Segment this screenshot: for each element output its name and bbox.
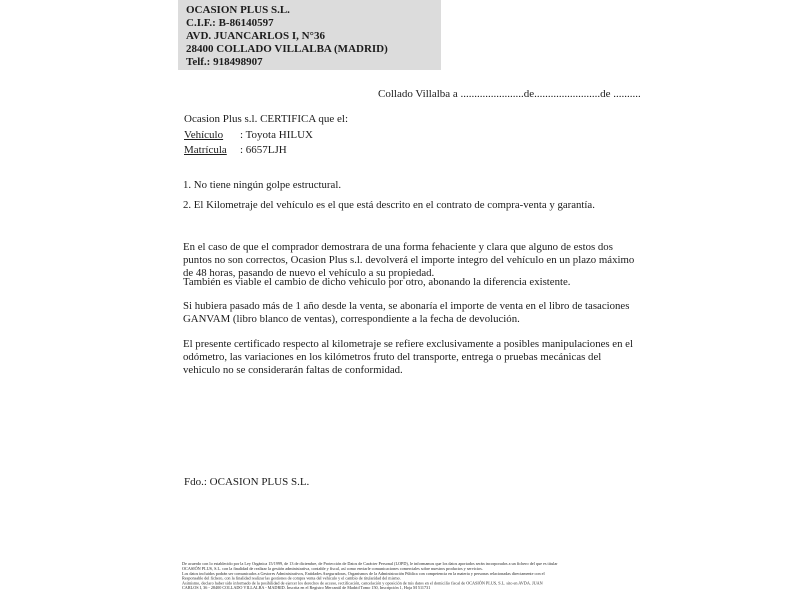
legal-line-2: OCASIÓN PLUS, S.L. con la finalidad de realizar la gestión administrativa, contable y fiscal, así como enviarle comunicaciones comerciales sobre nuestros productos y servicios. bbox=[182, 566, 483, 572]
legal-line-4: Responsable del fichero, con la finalidad realizar las gestiones de compra venta del vehículo y el cambio de titularidad del mismo. bbox=[182, 576, 401, 581]
company-address: AVD. JUANCARLOS I, N°36 bbox=[186, 30, 325, 42]
certified-point-1: 1. No tiene ningún golpe estructural. bbox=[183, 179, 342, 191]
vehicle-label: Vehículo bbox=[184, 129, 224, 141]
legal-line-1: De acuerdo con lo establecido por la Ley Orgánica 15/1999, de 13 de diciembre, de Protección de Datos de Carácter Personal (LOPD), le informamos que los datos aportados serán incorporados a un fichero del que es titular bbox=[182, 562, 558, 567]
legal-line-3: Los datos incluidos podrán ser comunicados a Gestores Administrativos, Entidades Aseguradoras, Organismos de la Administración Pública con competencia en la materia y personas relacionadas directamente con el bbox=[182, 571, 545, 576]
company-header-block bbox=[178, 0, 441, 70]
signature-line: Fdo.: OCASION PLUS S.L. bbox=[184, 476, 310, 488]
legal-line-6: CARLOS I, 36 - 28400 COLLADO VILLALBA - MADRID. Inscrita en el Registro Mercantil de Madrid Tomo 150, Inscripción 1, Hoja M 511731 bbox=[182, 586, 431, 591]
paragraph-odometer-disclaimer: El presente certificado respecto al kilometraje se refiere exclusivamente a posibles manipulaciones en el odómetro, las variaciones en los kilómetros fruto del transporte, entrega o pruebas mecánicas del vehiculo no se considerarán faltas de conformidad. bbox=[183, 338, 633, 376]
paragraph-refund-conditions: En el caso de que el comprador demostrara de una forma fehaciente y clara que alguno de estos dos puntos no son correctos, Ocasion Plus s.l. devolverá el importe integro del vehículo en un plazo máximo de 48 horas, pasando de nuevo el vehículo a su propiedad. bbox=[183, 241, 635, 279]
paragraph-ganvam-valuation: Si hubiera pasado más de 1 año desde la venta, se abonaría el importe de venta en el libro de tasaciones GANVAM (libro blanco de ventas), correspondiente a la fecha de devolución. bbox=[183, 300, 630, 325]
company-city: 28400 COLLADO VILLALBA (MADRID) bbox=[186, 43, 388, 55]
plate-value: : 6657LJH bbox=[240, 144, 287, 156]
company-cif: C.I.F.: B-86140597 bbox=[186, 17, 274, 29]
company-name: OCASION PLUS S.L. bbox=[186, 4, 290, 16]
vehicle-value: : Toyota HILUX bbox=[240, 129, 313, 141]
legal-line-5: Asimismo, declaro haber sido informado de la posibilidad de ejercer los derechos de acceso, rectificación, cancelación y oposición de mis datos en el domicilio fiscal de OCASIÓN PLUS, S.L. sito en AVDA. JUAN bbox=[182, 581, 543, 586]
plate-field-row bbox=[184, 144, 287, 156]
date-fill-in-line: Collado Villalba a .......................de........................de .......... bbox=[378, 88, 641, 100]
certified-point-2: 2. El Kilometraje del vehículo es el que está descrito en el contrato de compra-venta y garantía. bbox=[183, 199, 595, 211]
vehicle-field-row bbox=[184, 129, 313, 141]
plate-label: Matrícula bbox=[184, 144, 227, 156]
certification-intro: Ocasion Plus s.l. CERTIFICA que el: bbox=[184, 113, 349, 125]
company-phone: Telf.: 918498907 bbox=[186, 56, 263, 68]
legal-fine-print bbox=[182, 562, 634, 591]
paragraph-vehicle-exchange: También es viable el cambio de dicho vehiculo por otro, abonando la diferencia existente. bbox=[183, 276, 571, 288]
